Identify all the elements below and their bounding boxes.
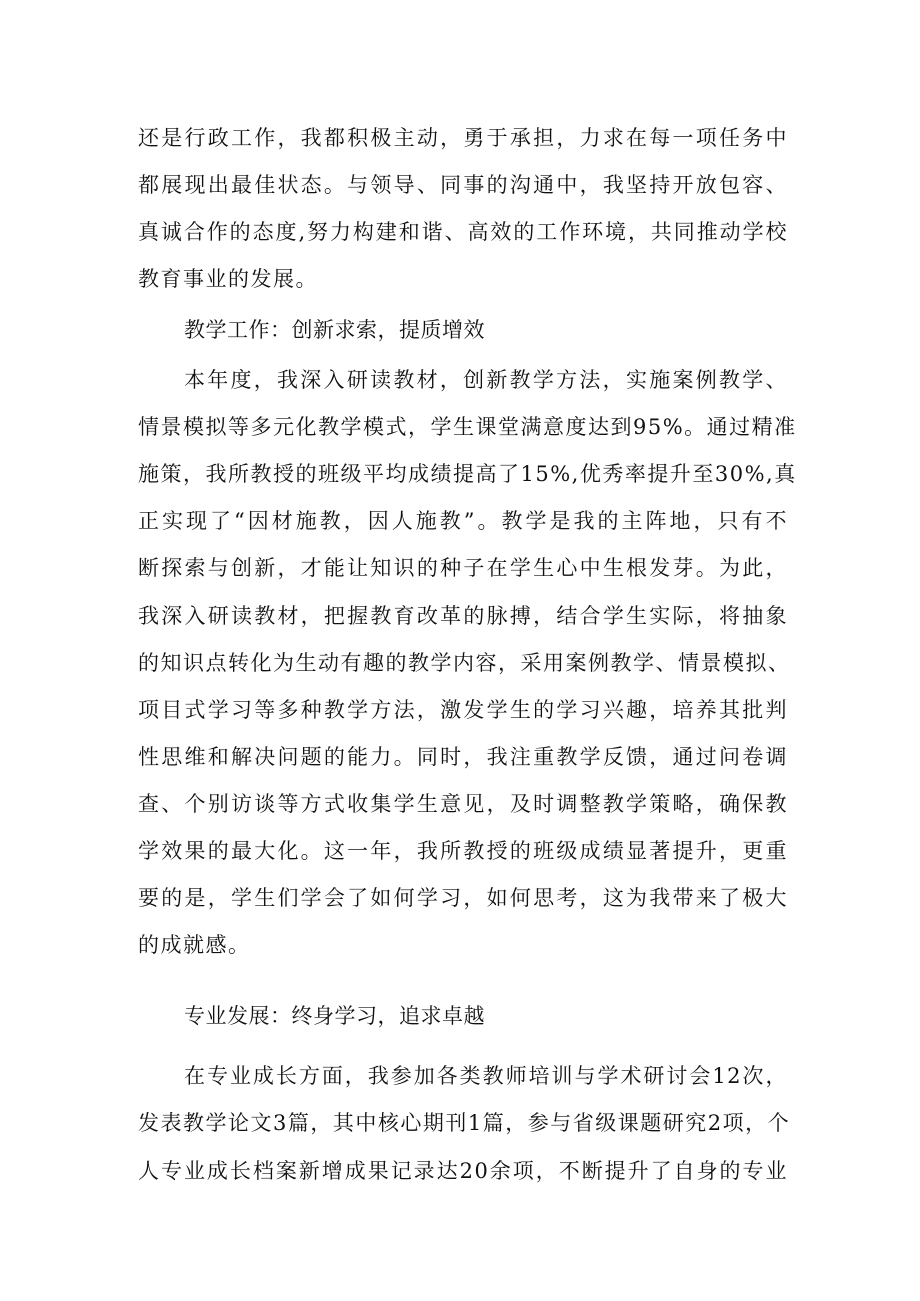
paragraph-line: 真诚合作的态度,努力构建和谐、高效的工作环境，共同推动学校 <box>138 220 788 244</box>
paragraph-line: 查、个别访谈等方式收集学生意见，及时调整教学策略，确保教 <box>138 792 788 816</box>
section-heading-teaching: 教学工作：创新求索，提质增效 <box>184 318 485 342</box>
paragraph-line: 的知识点转化为生动有趣的教学内容，采用案例教学、情景模拟、 <box>138 651 791 675</box>
paragraph-line: 本年度，我深入研读教材，创新教学方法，实施案例教学、 <box>184 368 788 392</box>
section-heading-professional: 专业发展：终身学习，追求卓越 <box>184 1004 485 1028</box>
paragraph-line: 正实现了“因材施教，因人施教”。教学是我的主阵地，只有不 <box>138 509 788 533</box>
paragraph-line: 发表教学论文3篇，其中核心期刊1篇，参与省级课题研究2项，个 <box>138 1111 791 1135</box>
paragraph-line: 我深入研读教材，把握教育改革的脉搏，结合学生实际，将抽象 <box>138 604 788 628</box>
paragraph-line: 要的是，学生们学会了如何学习，如何思考，这为我带来了极大 <box>138 886 788 910</box>
paragraph-line: 项目式学习等多种教学方法，激发学生的学习兴趣，培养其批判 <box>138 698 788 722</box>
paragraph-line: 还是行政工作，我都积极主动，勇于承担，力求在每一项任务中 <box>138 126 788 150</box>
paragraph-line: 断探索与创新，才能让知识的种子在学生心中生根发芽。为此， <box>138 556 788 580</box>
paragraph-line: 施策，我所教授的班级平均成绩提高了15%,优秀率提升至30%,真 <box>138 462 797 486</box>
paragraph-line: 情景模拟等多元化教学模式，学生课堂满意度达到95%。通过精准 <box>138 415 797 439</box>
paragraph-line: 都展现出最佳状态。与领导、同事的沟通中，我坚持开放包容、 <box>138 173 788 197</box>
paragraph-line: 在专业成长方面，我参加各类教师培训与学术研讨会12次， <box>184 1064 788 1088</box>
paragraph-line: 性思维和解决问题的能力。同时，我注重教学反馈，通过问卷调 <box>138 745 788 769</box>
paragraph-line: 教育事业的发展。 <box>138 267 318 291</box>
paragraph-line: 的成就感。 <box>138 933 251 957</box>
paragraph-line: 人专业成长档案新增成果记录达20余项，不断提升了自身的专业 <box>138 1159 788 1183</box>
paragraph-line: 学效果的最大化。这一年，我所教授的班级成绩显著提升，更重 <box>138 839 788 863</box>
